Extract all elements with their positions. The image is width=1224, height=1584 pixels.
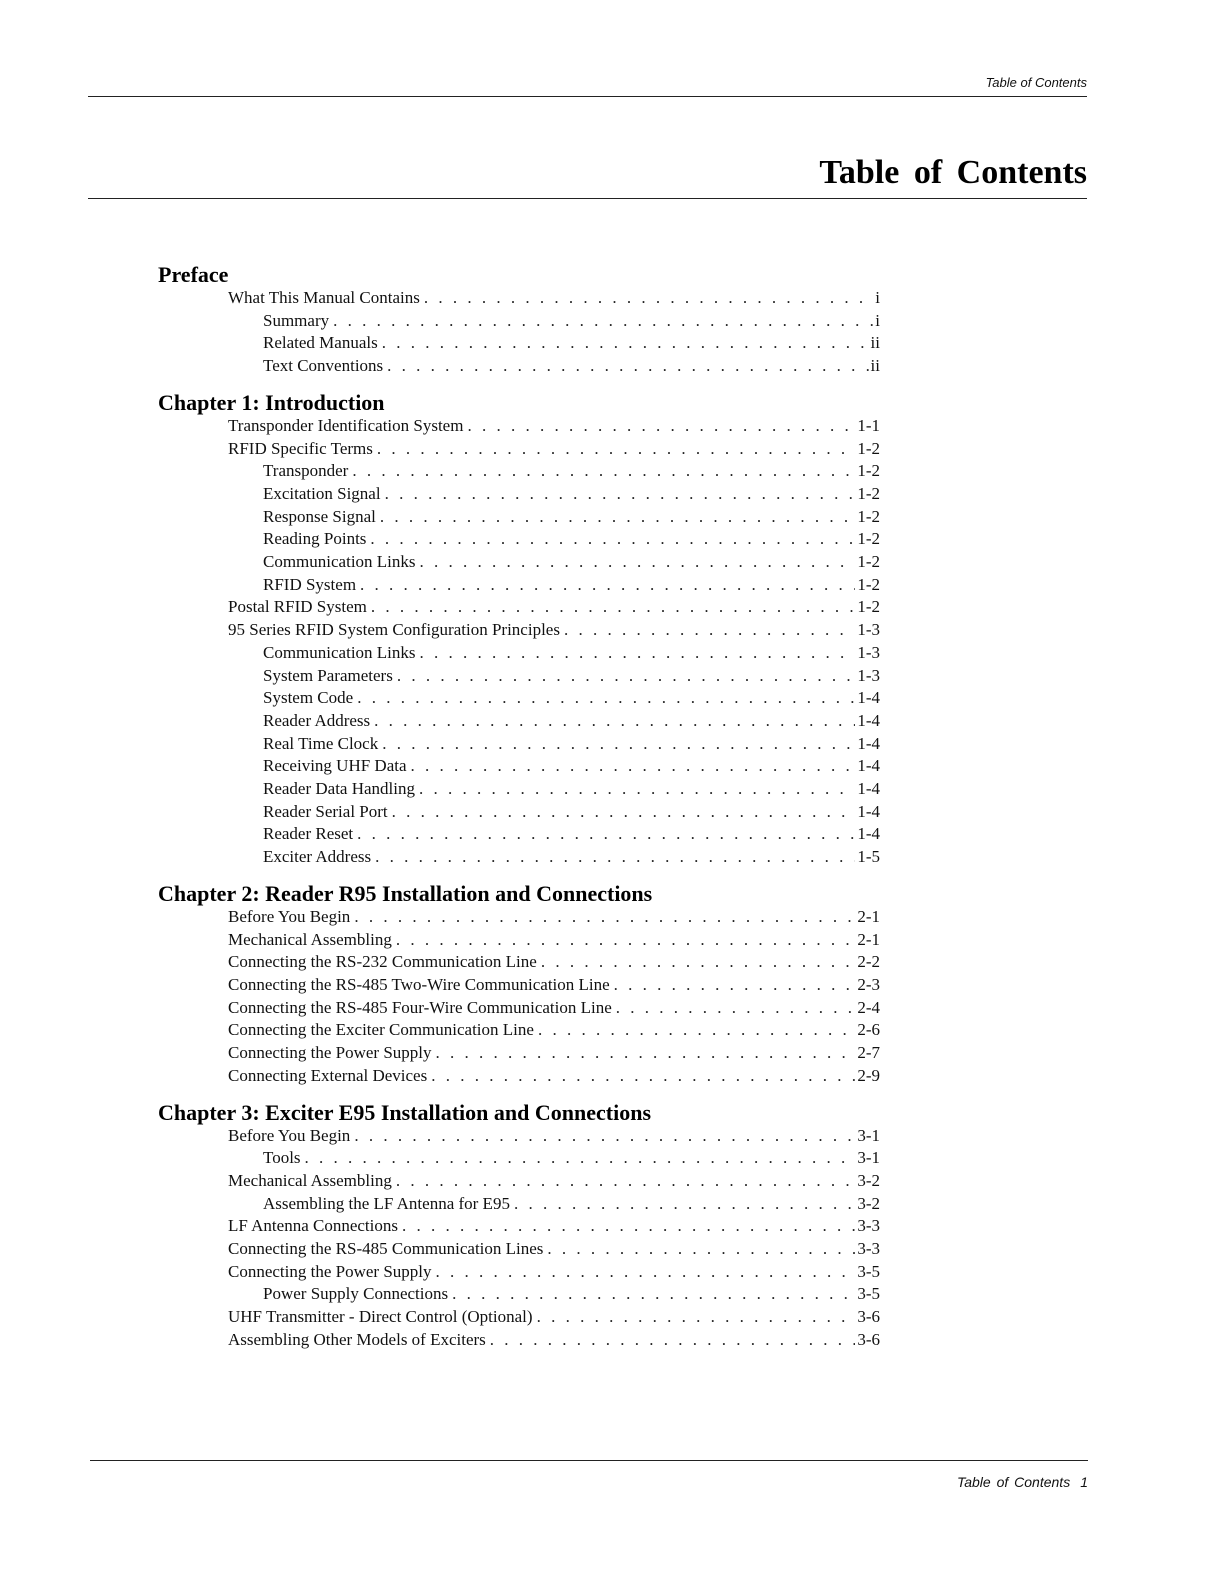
toc-entry-page: 2-2 bbox=[857, 952, 880, 972]
running-footer bbox=[957, 1474, 1088, 1490]
dot-leader bbox=[360, 574, 855, 597]
toc-entry[interactable] bbox=[158, 310, 880, 333]
toc-entry-page: 2-1 bbox=[857, 929, 880, 949]
dot-leader bbox=[382, 733, 855, 756]
toc-entry-title: Connecting the RS-485 Four-Wire Communication Line bbox=[228, 997, 612, 1017]
toc-entry[interactable] bbox=[158, 755, 880, 778]
dot-leader bbox=[420, 642, 856, 665]
dot-leader bbox=[616, 997, 856, 1020]
toc-entry[interactable] bbox=[158, 710, 880, 733]
toc-entry[interactable] bbox=[158, 1065, 880, 1088]
toc-entry-page: 1-2 bbox=[857, 461, 880, 481]
dot-leader bbox=[436, 1261, 856, 1284]
section-heading: Chapter 1: Introduction bbox=[158, 389, 385, 415]
toc-entry-page: 1-4 bbox=[857, 824, 880, 844]
toc-entry-page: 1-4 bbox=[857, 779, 880, 799]
dot-leader bbox=[419, 778, 855, 801]
toc-entry-page: 1-3 bbox=[857, 665, 880, 685]
toc-entry-title: Exciter Address bbox=[263, 847, 372, 867]
dot-leader bbox=[431, 1065, 855, 1088]
toc-entry[interactable] bbox=[158, 1042, 880, 1065]
header-rule bbox=[88, 96, 1087, 97]
toc-entry-title: Assembling the LF Antenna for E95 bbox=[263, 1193, 510, 1213]
dot-leader bbox=[490, 1329, 856, 1352]
dot-leader bbox=[436, 1042, 856, 1065]
toc-entry-title: Connecting the Power Supply bbox=[228, 1261, 432, 1281]
toc-entry-page: 1-4 bbox=[857, 801, 880, 821]
page-title: Table of Contents bbox=[819, 154, 1087, 191]
dot-leader bbox=[467, 415, 855, 438]
dot-leader bbox=[402, 1215, 855, 1238]
section-heading: Preface bbox=[158, 262, 229, 287]
toc-entry[interactable] bbox=[158, 528, 880, 551]
dot-leader bbox=[305, 1147, 856, 1170]
toc-entry[interactable] bbox=[158, 1329, 880, 1352]
toc-entry[interactable] bbox=[158, 1193, 880, 1216]
dot-leader bbox=[538, 1019, 855, 1042]
dot-leader bbox=[382, 332, 869, 355]
toc-entry-title: 95 Series RFID System Configuration Principles bbox=[228, 620, 560, 640]
toc-entry-title: Transponder bbox=[263, 461, 349, 481]
dot-leader bbox=[352, 460, 855, 483]
dot-leader bbox=[397, 665, 855, 688]
toc-entry[interactable] bbox=[158, 778, 880, 801]
toc-entry-page: 1-4 bbox=[857, 710, 880, 730]
dot-leader bbox=[380, 506, 855, 529]
dot-leader bbox=[547, 1238, 855, 1261]
toc-entry-title: Before You Begin bbox=[228, 1125, 351, 1145]
section-heading: Chapter 3: Exciter E95 Installation and Connections bbox=[158, 1099, 652, 1125]
toc-entry-title: Postal RFID System bbox=[228, 597, 367, 617]
title-rule bbox=[88, 198, 1087, 199]
toc-entry-title: RFID Specific Terms bbox=[228, 438, 373, 458]
toc-entry[interactable] bbox=[158, 596, 880, 619]
toc-entry-title: Connecting the RS-485 Two-Wire Communication Line bbox=[228, 974, 610, 994]
toc-entry-page: 1-1 bbox=[857, 415, 880, 435]
toc-entry[interactable] bbox=[158, 506, 880, 529]
toc-entry-title: System Code bbox=[263, 688, 354, 708]
toc-entry[interactable] bbox=[158, 551, 880, 574]
dot-leader bbox=[333, 310, 873, 333]
toc-entry[interactable] bbox=[158, 483, 880, 506]
toc-section bbox=[158, 262, 880, 378]
toc-entry-page: 3-5 bbox=[857, 1284, 880, 1304]
toc-entry[interactable] bbox=[158, 332, 880, 355]
toc-entry-title: RFID System bbox=[263, 574, 357, 594]
toc-entry-title: Receiving UHF Data bbox=[263, 756, 407, 776]
toc-entry-page: 3-1 bbox=[857, 1148, 880, 1168]
toc-entry-page: ii bbox=[870, 333, 880, 353]
dot-leader bbox=[357, 823, 855, 846]
dot-leader bbox=[375, 846, 855, 869]
toc-entry[interactable] bbox=[158, 415, 880, 438]
toc-entry[interactable] bbox=[158, 974, 880, 997]
toc-entry-page: i bbox=[875, 310, 880, 330]
toc-entry-page: 3-6 bbox=[857, 1329, 880, 1349]
dot-leader bbox=[374, 710, 855, 733]
dot-leader bbox=[564, 619, 855, 642]
toc-entry-title: Mechanical Assembling bbox=[228, 929, 392, 949]
toc-entry-title: Reading Points bbox=[263, 529, 367, 549]
toc-entry[interactable] bbox=[158, 1306, 880, 1329]
toc-entry-title: Excitation Signal bbox=[263, 483, 381, 503]
table-of-contents bbox=[158, 262, 880, 1364]
toc-entry[interactable] bbox=[158, 823, 880, 846]
toc-entry-title: Connecting the Exciter Communication Line bbox=[228, 1020, 534, 1040]
toc-entry-title: Tools bbox=[263, 1148, 301, 1168]
toc-entry[interactable] bbox=[158, 1125, 880, 1148]
toc-entry-title: Communication Links bbox=[263, 552, 416, 572]
toc-entry[interactable] bbox=[158, 574, 880, 597]
toc-entry-title: Connecting the Power Supply bbox=[228, 1043, 432, 1063]
dot-leader bbox=[385, 483, 856, 506]
dot-leader bbox=[514, 1193, 855, 1216]
toc-entry-page: 1-2 bbox=[857, 529, 880, 549]
toc-entry[interactable] bbox=[158, 642, 880, 665]
dot-leader bbox=[354, 906, 855, 929]
toc-entry-title: Power Supply Connections bbox=[263, 1284, 449, 1304]
dot-leader bbox=[452, 1283, 855, 1306]
toc-section bbox=[158, 1100, 880, 1352]
dot-leader bbox=[387, 355, 868, 378]
toc-entry-page: 1-5 bbox=[857, 847, 880, 867]
toc-entry[interactable] bbox=[158, 619, 880, 642]
toc-entry-page: 2-3 bbox=[857, 974, 880, 994]
toc-entry-page: 1-3 bbox=[857, 642, 880, 662]
toc-entry-page: ii bbox=[870, 356, 880, 376]
dot-leader bbox=[424, 287, 873, 310]
toc-entry[interactable] bbox=[158, 1215, 880, 1238]
toc-entry-title: Reader Serial Port bbox=[263, 801, 388, 821]
toc-entry-page: 3-1 bbox=[857, 1125, 880, 1145]
toc-entry-title: Reader Address bbox=[263, 710, 371, 730]
toc-entry-title: Transponder Identification System bbox=[228, 415, 464, 435]
toc-entry[interactable] bbox=[158, 846, 880, 869]
toc-entry-page: 1-4 bbox=[857, 733, 880, 753]
toc-entry-title: Response Signal bbox=[263, 506, 376, 526]
toc-entry-title: System Parameters bbox=[263, 665, 393, 685]
toc-entry-page: 1-2 bbox=[857, 597, 880, 617]
toc-section bbox=[158, 881, 880, 1088]
toc-entry-page: 2-9 bbox=[857, 1065, 880, 1085]
toc-entry-page: 1-2 bbox=[857, 483, 880, 503]
dot-leader bbox=[377, 438, 855, 461]
toc-entry-title: Assembling Other Models of Exciters bbox=[228, 1329, 486, 1349]
toc-entry-page: 3-5 bbox=[857, 1261, 880, 1281]
footer-page-number: 1 bbox=[1080, 1474, 1088, 1490]
toc-entry-title: Real Time Clock bbox=[263, 733, 379, 753]
toc-entry-title: Summary bbox=[263, 310, 330, 330]
toc-entry-page: 2-7 bbox=[857, 1043, 880, 1063]
toc-entry-title: LF Antenna Connections bbox=[228, 1216, 398, 1236]
toc-entry[interactable] bbox=[158, 1261, 880, 1284]
toc-entry-page: 2-4 bbox=[857, 997, 880, 1017]
toc-entry-page: 1-2 bbox=[857, 552, 880, 572]
toc-entry[interactable] bbox=[158, 951, 880, 974]
dot-leader bbox=[541, 951, 856, 974]
toc-entry-title: UHF Transmitter - Direct Control (Optional) bbox=[228, 1307, 533, 1327]
toc-entry[interactable] bbox=[158, 1283, 880, 1306]
toc-entry[interactable] bbox=[158, 1147, 880, 1170]
toc-entry-page: 3-3 bbox=[857, 1216, 880, 1236]
footer-rule bbox=[90, 1460, 1088, 1461]
toc-entry-title: Before You Begin bbox=[228, 906, 351, 926]
running-header: Table of Contents bbox=[985, 75, 1087, 90]
toc-entry[interactable] bbox=[158, 1238, 880, 1261]
toc-entry-title: What This Manual Contains bbox=[228, 288, 420, 307]
dot-leader bbox=[371, 596, 855, 619]
dot-leader bbox=[411, 755, 856, 778]
dot-leader bbox=[537, 1306, 856, 1329]
toc-entry-page: 1-4 bbox=[857, 756, 880, 776]
toc-entry[interactable] bbox=[158, 997, 880, 1020]
toc-section bbox=[158, 390, 880, 869]
toc-entry-title: Communication Links bbox=[263, 642, 416, 662]
toc-entry-page: 3-2 bbox=[857, 1170, 880, 1190]
toc-entry-page: 3-2 bbox=[857, 1193, 880, 1213]
toc-entry[interactable] bbox=[158, 906, 880, 929]
toc-entry-page: 2-1 bbox=[857, 906, 880, 926]
toc-entry-page: 3-6 bbox=[857, 1307, 880, 1327]
toc-entry-page: 1-2 bbox=[857, 574, 880, 594]
toc-entry-page: 2-6 bbox=[857, 1020, 880, 1040]
toc-entry[interactable] bbox=[158, 929, 880, 952]
section-heading: Chapter 2: Reader R95 Installation and Connections bbox=[158, 880, 653, 906]
toc-entry[interactable] bbox=[158, 355, 880, 378]
dot-leader bbox=[420, 551, 856, 574]
dot-leader bbox=[357, 687, 855, 710]
dot-leader bbox=[370, 528, 855, 551]
dot-leader bbox=[392, 801, 856, 824]
toc-entry-page: 1-2 bbox=[857, 506, 880, 526]
dot-leader bbox=[396, 929, 856, 952]
toc-entry-title: Connecting the RS-232 Communication Line bbox=[228, 952, 537, 972]
toc-entry-title: Related Manuals bbox=[263, 333, 378, 353]
toc-entry-title: Mechanical Assembling bbox=[228, 1170, 392, 1190]
toc-entry-page: 1-3 bbox=[857, 620, 880, 640]
toc-entry[interactable] bbox=[158, 665, 880, 688]
toc-entry[interactable] bbox=[158, 1019, 880, 1042]
toc-entry-title: Connecting External Devices bbox=[228, 1065, 428, 1085]
toc-entry-title: Connecting the RS-485 Communication Lines bbox=[228, 1239, 544, 1259]
toc-entry[interactable] bbox=[158, 460, 880, 483]
dot-leader bbox=[354, 1125, 855, 1148]
footer-title: Table of Contents bbox=[956, 1474, 1071, 1490]
toc-entry[interactable] bbox=[158, 438, 880, 461]
toc-entry-page: i bbox=[875, 288, 880, 307]
toc-entry[interactable] bbox=[158, 733, 880, 756]
dot-leader bbox=[396, 1170, 856, 1193]
toc-entry[interactable] bbox=[158, 801, 880, 824]
dot-leader bbox=[614, 974, 856, 997]
toc-entry-page: 1-4 bbox=[857, 688, 880, 708]
toc-entry-title: Text Conventions bbox=[263, 356, 384, 376]
toc-entry-title: Reader Reset bbox=[263, 824, 354, 844]
toc-entry-title: Reader Data Handling bbox=[263, 779, 415, 799]
toc-entry-page: 3-3 bbox=[857, 1239, 880, 1259]
toc-entry-page: 1-2 bbox=[857, 438, 880, 458]
toc-entry[interactable] bbox=[158, 687, 880, 710]
toc-entry[interactable] bbox=[158, 1170, 880, 1193]
toc-entry[interactable] bbox=[158, 287, 880, 310]
